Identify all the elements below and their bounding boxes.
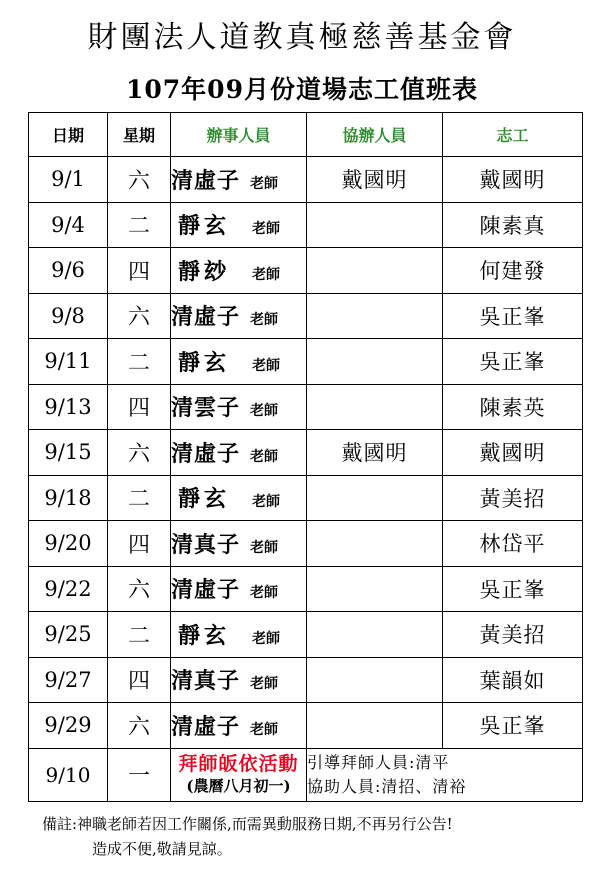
weekday-cell: 二 (108, 612, 171, 658)
table-row (29, 202, 583, 248)
manager-cell (171, 657, 307, 703)
manager-title: 老師 (250, 676, 279, 693)
volunteer-cell: 陳素真 (443, 202, 583, 248)
manager-name: 清虛子 (171, 304, 241, 331)
date-cell: 9/27 (29, 657, 108, 703)
special-event-row (29, 748, 583, 801)
assistant-cell (307, 202, 443, 248)
manager-title: 老師 (250, 539, 279, 556)
weekday-cell: 六 (108, 293, 171, 339)
manager-cell (171, 430, 307, 476)
manager-name: 清虛子 (171, 167, 241, 194)
weekday-cell: 二 (108, 202, 171, 248)
column-header-manager: 辦事人員 (171, 113, 307, 157)
assistant-cell (307, 475, 443, 521)
footnote (42, 812, 453, 862)
weekday-cell: 六 (108, 430, 171, 476)
table-row (29, 521, 583, 567)
event-helpers: 協助人員:清招、清裕 (307, 776, 467, 796)
manager-cell (171, 521, 307, 567)
column-header-date: 日期 (29, 113, 108, 157)
table-row (29, 566, 583, 612)
manager-cell (171, 293, 307, 339)
manager-title: 老師 (252, 266, 281, 283)
date-cell: 9/1 (29, 157, 108, 203)
weekday-cell: 四 (108, 657, 171, 703)
date-cell: 9/8 (29, 293, 108, 339)
manager-name: 清虛子 (171, 713, 241, 740)
manager-title: 老師 (252, 221, 281, 238)
date-cell: 9/6 (29, 248, 108, 294)
column-header-assistant: 協辦人員 (307, 113, 443, 157)
manager-cell (171, 566, 307, 612)
table-row (29, 475, 583, 521)
assistant-cell: 戴國明 (307, 430, 443, 476)
event-guide: 引導拜師人員:清平 (307, 752, 450, 772)
date-cell: 9/15 (29, 430, 108, 476)
weekday-cell: 六 (108, 703, 171, 749)
roster-body (29, 157, 583, 802)
manager-name: 清雲子 (171, 395, 241, 422)
footnote-line-2: 造成不便,敬請見諒。 (92, 840, 232, 858)
table-row (29, 430, 583, 476)
table-row (29, 657, 583, 703)
manager-title: 老師 (252, 357, 281, 374)
date-cell: 9/13 (29, 384, 108, 430)
manager-cell (171, 703, 307, 749)
date-cell: 9/22 (29, 566, 108, 612)
table-row (29, 384, 583, 430)
event-name: 拜師皈依活動 (178, 752, 299, 775)
manager-cell (171, 248, 307, 294)
manager-name: 靜玄 (178, 349, 231, 376)
weekday-cell: 四 (108, 384, 171, 430)
manager-name: 清虛子 (171, 440, 241, 467)
table-row (29, 293, 583, 339)
date-cell: 9/25 (29, 612, 108, 658)
manager-title: 老師 (250, 448, 279, 465)
manager-title: 老師 (250, 721, 279, 738)
date-cell: 9/20 (29, 521, 108, 567)
volunteer-cell: 吳正峯 (443, 566, 583, 612)
assistant-cell (307, 703, 443, 749)
event-date-cell: 9/10 (29, 748, 108, 801)
manager-cell (171, 612, 307, 658)
assistant-cell (307, 521, 443, 567)
manager-name: 清虛子 (171, 577, 241, 604)
volunteer-cell: 林岱平 (443, 521, 583, 567)
manager-name: 靜玄 (178, 213, 231, 240)
manager-cell (171, 384, 307, 430)
manager-name: 清真子 (171, 668, 241, 695)
header-row (29, 113, 583, 157)
column-header-volunteer: 志工 (443, 113, 583, 157)
organization-title: 財團法人道教真極慈善基金會 (87, 20, 517, 55)
manager-title: 老師 (250, 585, 279, 602)
date-cell: 9/29 (29, 703, 108, 749)
volunteer-cell: 黃美招 (443, 612, 583, 658)
manager-title: 老師 (250, 403, 279, 420)
assistant-cell (307, 293, 443, 339)
manager-name: 靜玅 (178, 258, 231, 285)
volunteer-cell: 戴國明 (443, 157, 583, 203)
volunteer-cell: 吳正峯 (443, 703, 583, 749)
volunteer-cell: 吳正峯 (443, 293, 583, 339)
column-header-weekday: 星期 (108, 113, 171, 157)
manager-name: 清真子 (171, 531, 241, 558)
volunteer-cell: 何建發 (443, 248, 583, 294)
date-cell: 9/18 (29, 475, 108, 521)
manager-title: 老師 (252, 494, 281, 511)
assistant-cell (307, 612, 443, 658)
weekday-cell: 六 (108, 566, 171, 612)
schedule-title: 107年09月份道場志工值班表 (126, 75, 478, 104)
volunteer-cell: 黃美招 (443, 475, 583, 521)
manager-cell (171, 202, 307, 248)
weekday-cell: 四 (108, 521, 171, 567)
manager-title: 老師 (250, 175, 279, 192)
event-lunar-date: (農曆八月初一) (186, 776, 291, 795)
assistant-cell: 戴國明 (307, 157, 443, 203)
manager-name: 靜玄 (178, 486, 231, 513)
table-row (29, 339, 583, 385)
manager-cell (171, 339, 307, 385)
footnote-line-1: 備註:神職老師若因工作關係,而需異動服務日期,不再另行公告! (42, 815, 453, 833)
date-cell: 9/11 (29, 339, 108, 385)
event-weekday-cell: 一 (108, 748, 171, 801)
weekday-cell: 六 (108, 157, 171, 203)
manager-cell (171, 157, 307, 203)
weekday-cell: 二 (108, 475, 171, 521)
table-row (29, 157, 583, 203)
weekday-cell: 二 (108, 339, 171, 385)
manager-title: 老師 (252, 630, 281, 647)
volunteer-cell: 葉韻如 (443, 657, 583, 703)
manager-name: 靜玄 (178, 622, 231, 649)
duty-roster-table (28, 112, 583, 802)
assistant-cell (307, 566, 443, 612)
weekday-cell: 四 (108, 248, 171, 294)
event-staff-cell (307, 748, 583, 801)
assistant-cell (307, 384, 443, 430)
table-row (29, 703, 583, 749)
date-cell: 9/4 (29, 202, 108, 248)
volunteer-cell: 吳正峯 (443, 339, 583, 385)
assistant-cell (307, 657, 443, 703)
table-row (29, 612, 583, 658)
volunteer-cell: 戴國明 (443, 430, 583, 476)
event-cell (171, 748, 307, 801)
volunteer-cell: 陳素英 (443, 384, 583, 430)
table-row (29, 248, 583, 294)
manager-cell (171, 475, 307, 521)
manager-title: 老師 (250, 312, 279, 329)
assistant-cell (307, 339, 443, 385)
assistant-cell (307, 248, 443, 294)
